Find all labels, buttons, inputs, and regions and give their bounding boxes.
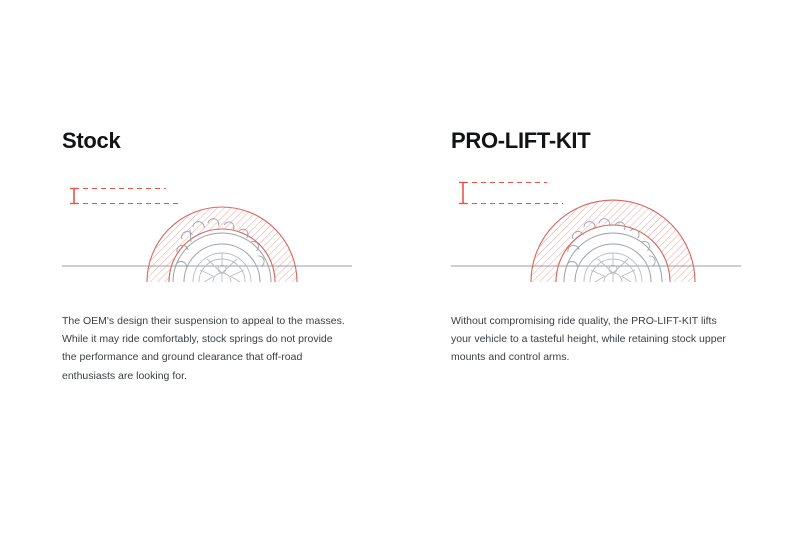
figure-stock	[62, 172, 352, 282]
clearance-measure	[70, 188, 180, 204]
wheel-rim	[193, 253, 251, 282]
page-title-stock: Stock	[62, 128, 121, 153]
panel-pro-lift-kit	[451, 128, 791, 377]
panel-stock	[62, 128, 402, 395]
page-title-pro-lift-kit: PRO-LIFT-KIT	[451, 128, 591, 153]
panel-body-stock: The OEM's design their suspension to appeal to the masses. While it may ride comfortably, stock springs do not provide the performance and ground clearance that off-road enthusiasts are looking for.	[62, 315, 345, 382]
figure-pro-lift-kit	[451, 172, 741, 282]
fender-arch	[531, 200, 695, 282]
wheel-rim	[584, 253, 642, 282]
panel-body-pro-lift-kit: Without compromising ride quality, the PRO-LIFT-KIT lifts your vehicle to a tasteful height, while retaining stock upper mounts and control arms.	[451, 315, 726, 364]
clearance-measure	[459, 182, 563, 204]
